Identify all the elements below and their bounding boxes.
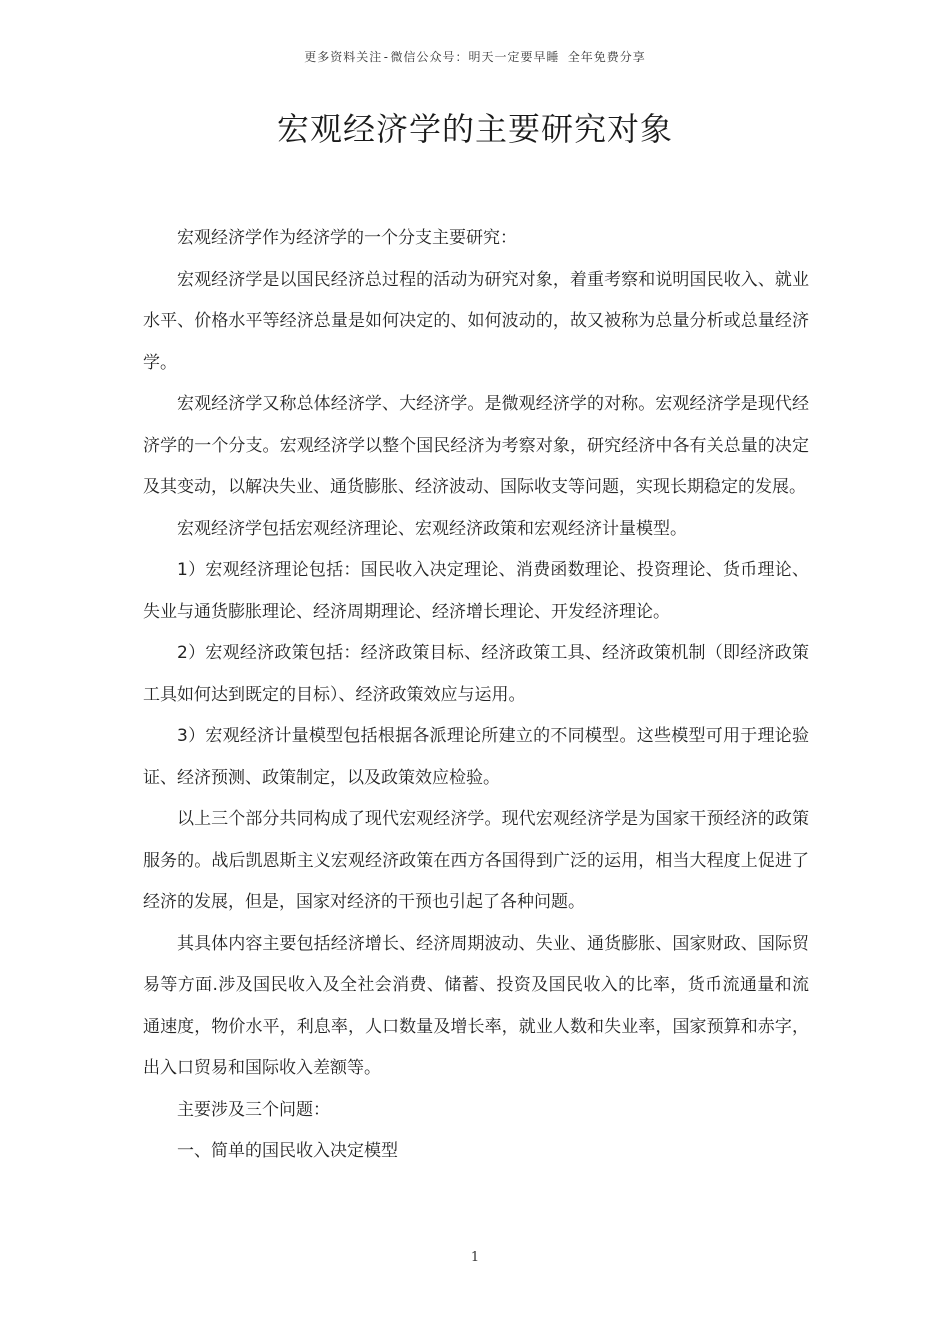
paragraph-section-one: 一、简单的国民收入决定模型 xyxy=(177,1141,398,1161)
paragraph-modern: 以上三个部分共同构成了现代宏观经济学。现代宏观经济学是为国家干预经济的政策服务的。战后凯恩斯主义宏观经济政策在西方各国得到广泛的运用，相当大程度上促进了经济的发展，但是，国家对经济的干预也引起了各种问题。 xyxy=(143,809,809,912)
document-title: 宏观经济学的主要研究对象 xyxy=(276,110,673,148)
paragraph-theory: 1）宏观经济理论包括：国民收入决定理论、消费函数理论、投资理论、货币理论、失业与通货膨胀理论、经济周期理论、经济增长理论、开发经济理论。 xyxy=(143,560,809,622)
paragraph-issues: 主要涉及三个问题： xyxy=(177,1099,330,1120)
paragraph-intro: 宏观经济学作为经济学的一个分支主要研究： xyxy=(177,228,517,248)
page-number: 1 xyxy=(470,1250,480,1265)
header-note: 更多资料关注-微信公众号：明天一定要早睡 全年免费分享 xyxy=(304,50,646,64)
paragraph-policy: 2）宏观经济政策包括：经济政策目标、经济政策工具、经济政策机制（即经济政策工具如何达到既定的目标）、经济政策效应与运用。 xyxy=(143,643,809,705)
document-body xyxy=(143,218,809,1173)
paragraph-models: 3）宏观经济计量模型包括根据各派理论所建立的不同模型。这些模型可用于理论验证、经济预测、政策制定，以及政策效应检验。 xyxy=(143,726,809,788)
paragraph-content: 其具体内容主要包括经济增长、经济周期波动、失业、通货膨胀、国家财政、国际贸易等方面.涉及国民收入及全社会消费、储蓄、投资及国民收入的比率，货币流通量和流通速度，物价水平，利息率，人口数量及增长率，就业人数和失业率，国家预算和赤字，出入口贸易和国际收入差额等。 xyxy=(143,933,809,1078)
paragraph-definition: 宏观经济学是以国民经济总过程的活动为研究对象，着重考察和说明国民收入、就业水平、价格水平等经济总量是如何决定的、如何波动的，故又被称为总量分析或总量经济学。 xyxy=(143,269,809,373)
paragraph-alias: 宏观经济学又称总体经济学、大经济学。是微观经济学的对称。宏观经济学是现代经济学的一个分支。宏观经济学以整个国民经济为考察对象，研究经济中各有关总量的决定及其变动，以解决失业、通货膨胀、经济波动、国际收支等问题，实现长期稳定的发展。 xyxy=(143,394,809,497)
paragraph-components: 宏观经济学包括宏观经济理论、宏观经济政策和宏观经济计量模型。 xyxy=(177,518,687,539)
